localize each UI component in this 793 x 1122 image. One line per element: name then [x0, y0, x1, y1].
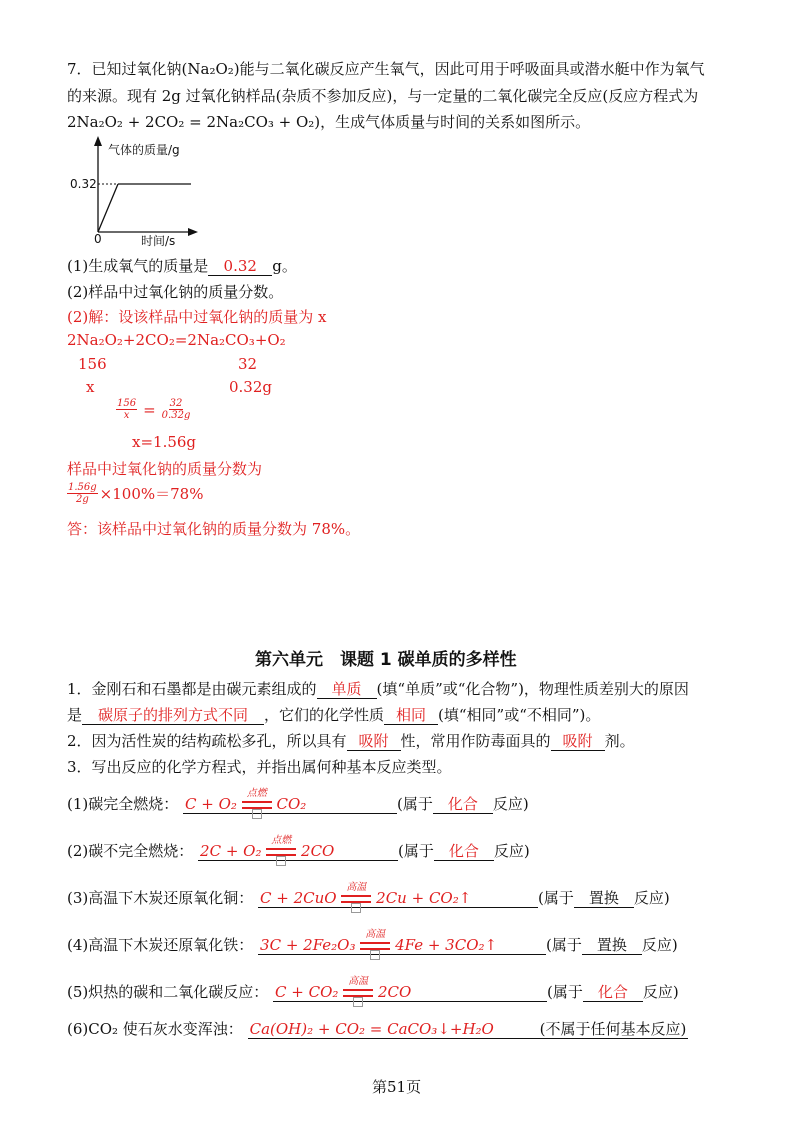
item1-answer2: 碳原子的排列方式不同 [82, 707, 264, 725]
item1-line2: 是 碳原子的排列方式不同 ，它们的化学性质 相同 (填“相同”或“不相同”)。 [67, 706, 601, 724]
section-title: 第六单元 课题 1 碳单质的多样性 [255, 650, 517, 670]
reaction-2: (2)碳不完全燃烧： 2C + O₂ 点燃 2CO (属于 化合 反应) [67, 840, 530, 861]
reaction-3-equation: C + 2CuO 高温 2Cu + CO₂↑ [258, 890, 538, 908]
reaction-3-type: 置换 [574, 890, 634, 908]
q7-part2: (2)样品中过氧化钠的质量分数。 [67, 283, 284, 301]
solution-156: 156 [78, 355, 107, 373]
chart-origin: 0 [94, 232, 102, 246]
reaction-1-equation: C + O₂ 点燃 CO₂ [183, 796, 397, 814]
reaction-5: (5)炽热的碳和二氧化碳反应： C + CO₂ 高温 2CO (属于 化合 反应) [67, 981, 679, 1002]
q7-line1: 7．已知过氧化钠(Na₂O₂)能与二氧化碳反应产生氧气，因此可用于呼吸面具或潜水艇中作为氧气 [67, 60, 705, 78]
reaction-6: (6)CO₂ 使石灰水变浑浊： Ca(OH)₂ + CO₂ = CaCO₃↓+H₂O (不属于任何基本反应) [67, 1020, 687, 1038]
chart-ylabel: 气体的质量/g [108, 143, 180, 157]
item2-answer1: 吸附 [347, 733, 401, 751]
q7-part1-answer: 0.32 [208, 258, 272, 276]
mass-fraction-label: 样品中过氧化钠的质量分数为 [67, 460, 263, 478]
x-axis-arrow [188, 228, 198, 236]
q7-line2: 的来源。现有 2g 过氧化钠样品(杂质不参加反应)，与一定量的二氧化碳完全反应(反应方程式为 [67, 87, 699, 105]
chart-ytick: 0.32 [70, 177, 97, 191]
solution-equation: 2Na₂O₂+2CO₂=2Na₂CO₃+O₂ [67, 331, 286, 349]
solution-x: x [86, 378, 95, 396]
reaction-2-equation: 2C + O₂ 点燃 2CO [198, 843, 398, 861]
reaction-3: (3)高温下木炭还原氧化铜： C + 2CuO 高温 2Cu + CO₂↑ (属于 置换 反应) [67, 887, 670, 908]
reaction-5-type: 化合 [583, 984, 643, 1002]
q7-line3: 2Na₂O₂ + 2CO₂ = 2Na₂CO₃ + O₂)，生成气体质量与时间的关系如图所示。 [67, 113, 591, 131]
solution-032g: 0.32g [229, 378, 273, 396]
item1-answer1: 单质 [317, 681, 377, 699]
data-line-rise [98, 184, 118, 232]
mass-fraction-calc: $\frac{1.56g}{2g}$ ×100%＝78% [68, 482, 204, 505]
item1-line1: 1．金刚石和石墨都是由碳元素组成的 单质 (填“单质”或“化合物”)，物理性质差别大的原因 [67, 680, 689, 698]
reaction-1-type: 化合 [433, 796, 493, 814]
q7-answer: 答：该样品中过氧化钠的质量分数为 78%。 [67, 520, 361, 538]
solution-32: 32 [238, 355, 258, 373]
x-result: x=1.56g [132, 433, 197, 451]
reaction-4-type: 置换 [582, 937, 642, 955]
item2-answer2: 吸附 [551, 733, 605, 751]
reaction-4-equation: 3C + 2Fe₂O₃ 高温 4Fe + 3CO₂↑ [258, 937, 546, 955]
q7-part1: (1)生成氧气的质量是 0.32 g。 [67, 257, 297, 275]
page-number: 第51页 [372, 1078, 422, 1096]
reaction-5-equation: C + CO₂ 高温 2CO [273, 984, 547, 1002]
item1-answer3: 相同 [384, 707, 438, 725]
proportion: $\frac{156}{x}$ = $\frac{32}{0.32g}$ [117, 398, 191, 421]
reaction-6-equation: Ca(OH)₂ + CO₂ = CaCO₃↓+H₂O [248, 1021, 538, 1039]
reaction-2-type: 化合 [434, 843, 494, 861]
solution-intro: (2)解：设该样品中过氧化钠的质量为 x [67, 308, 327, 326]
item3: 3．写出反应的化学方程式，并指出属何种基本反应类型。 [67, 758, 452, 776]
reaction-1: (1)碳完全燃烧： C + O₂ 点燃 CO₂ (属于 化合 反应) [67, 793, 529, 814]
fraction-32-032g: $\frac{32}{0.32g}$ [161, 398, 191, 421]
fraction-156g-2g: $\frac{1.56g}{2g}$ [68, 482, 97, 505]
item2: 2．因为活性炭的结构疏松多孔，所以具有 吸附 性，常用作防毒面具的 吸附 剂。 [67, 732, 635, 750]
reaction-6-note: (不属于任何基本反应) [539, 1020, 687, 1038]
fraction-156-x: $\frac{156}{x}$ [117, 398, 137, 421]
chart-xlabel: 时间/s [141, 234, 176, 248]
reaction-4: (4)高温下木炭还原氧化铁： 3C + 2Fe₂O₃ 高温 4Fe + 3CO₂↑ (属于 置换 反应) [67, 934, 678, 955]
y-axis-arrow [94, 136, 102, 146]
